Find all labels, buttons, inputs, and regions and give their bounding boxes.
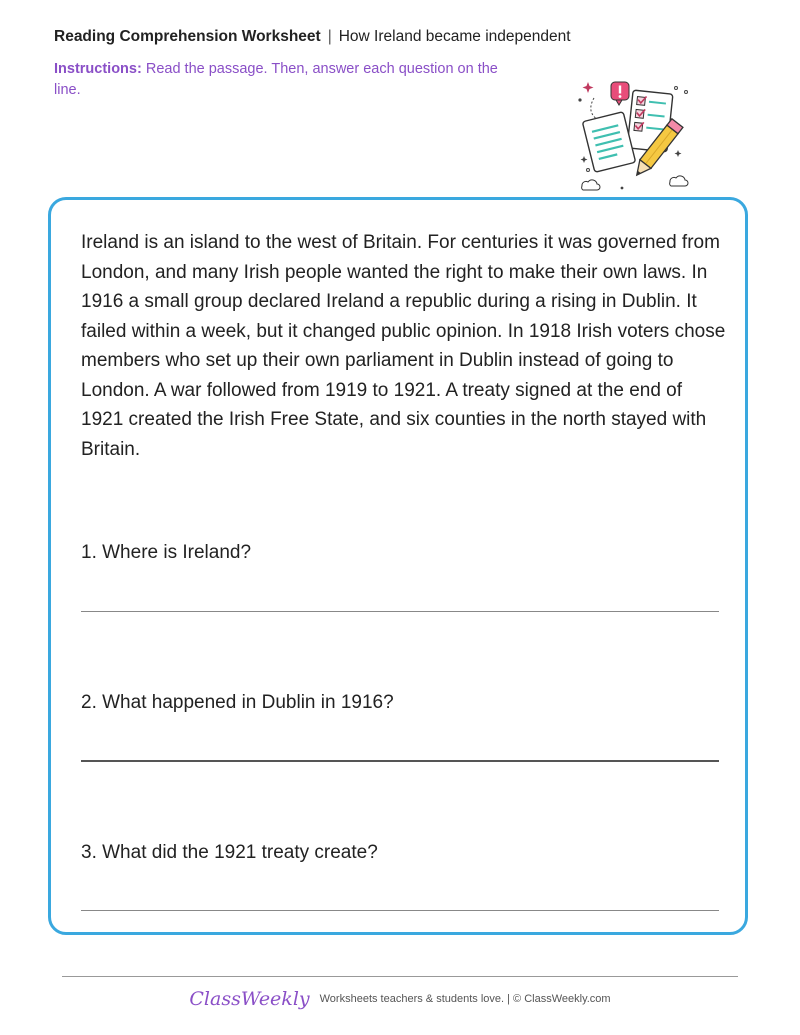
brand-logo: ClassWeekly bbox=[189, 988, 310, 1010]
header-separator: | bbox=[327, 28, 332, 45]
worksheet-header bbox=[54, 28, 571, 46]
worksheet-checklist-pencil-icon bbox=[574, 78, 694, 196]
footer bbox=[0, 988, 800, 1010]
worksheet-subtitle: How Ireland became independent bbox=[338, 28, 571, 45]
answer-line-3[interactable] bbox=[81, 910, 719, 911]
document-sheet bbox=[582, 112, 635, 173]
reading-passage: Ireland is an island to the west of Britain. For centuries it was governed from London, and many Irish people wanted the right to make their own laws. In 1916 a small group declared Ireland a republic during a rising in Dublin. It failed within a week, but it changed public opinion. In 1918 Irish voters chose members who set up their own parliament in Dublin instead of going to London. A war followed from 1919 to 1921. A treaty signed at the end of 1921 created the Irish Free State, and six counties in the north stayed with Britain. bbox=[81, 232, 726, 460]
instructions-text: Read the passage. Then, answer each question on the line. bbox=[54, 61, 498, 98]
question-2: 2. What happened in Dublin in 1916? bbox=[81, 692, 394, 713]
footer-divider bbox=[62, 976, 738, 977]
answer-line-1[interactable] bbox=[81, 611, 719, 612]
passage-card bbox=[48, 197, 748, 935]
cloud-icon bbox=[582, 176, 688, 190]
alert-bubble-icon bbox=[611, 82, 629, 105]
worksheet-title: Reading Comprehension Worksheet bbox=[54, 28, 321, 45]
answer-line-2[interactable] bbox=[81, 760, 719, 762]
instructions-label: Instructions: bbox=[54, 61, 142, 77]
question-1: 1. Where is Ireland? bbox=[81, 542, 252, 563]
question-3: 3. What did the 1921 treaty create? bbox=[81, 842, 378, 863]
footer-tagline: Worksheets teachers & students love. | © ClassWeekly.com bbox=[319, 993, 611, 1005]
instructions bbox=[54, 59, 514, 101]
dashed-swirl bbox=[591, 98, 598, 120]
